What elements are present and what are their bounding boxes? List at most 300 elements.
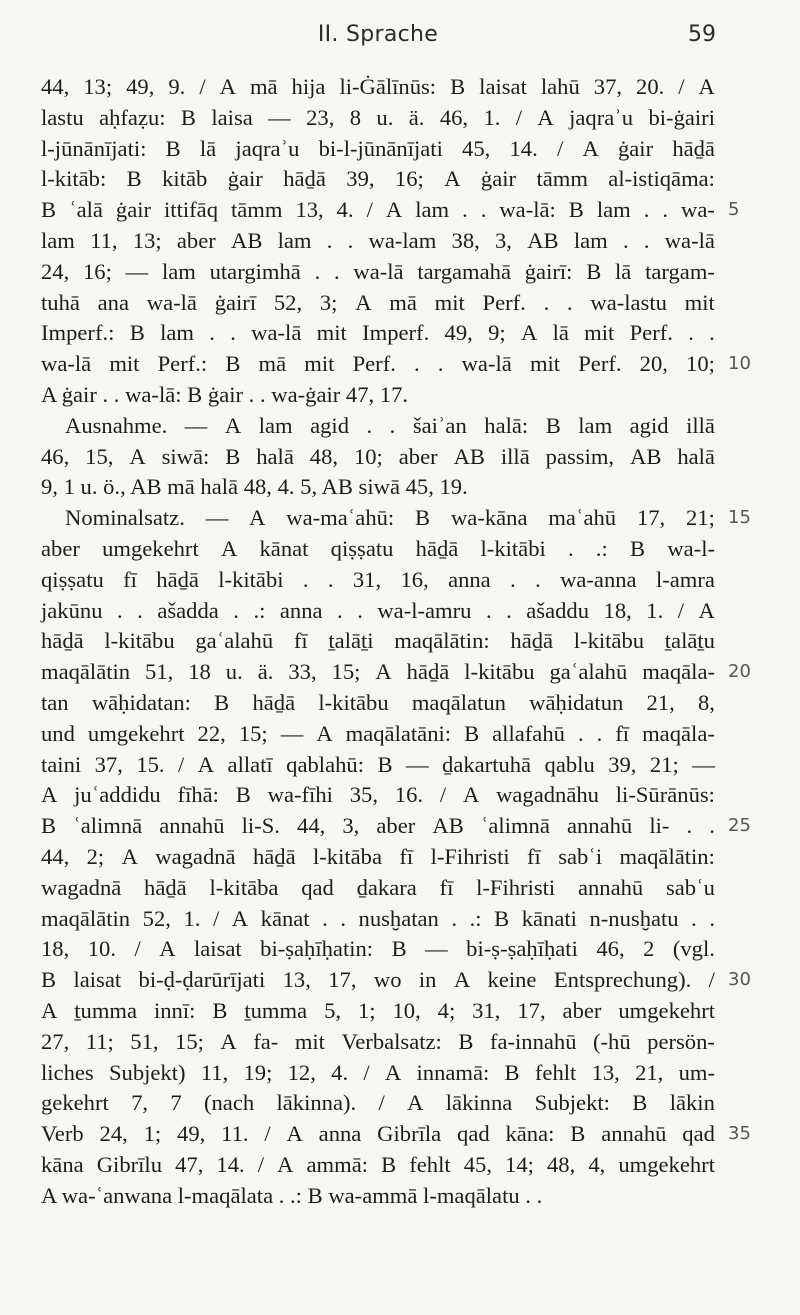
word: B: [165, 135, 181, 161]
word: lam: [160, 320, 194, 346]
word: targam-: [645, 258, 715, 284]
word: 31,: [472, 997, 501, 1023]
word: A: [197, 751, 215, 777]
word: maʿahū: [548, 505, 617, 531]
word: 3,: [495, 227, 512, 253]
word: maqālātin: [41, 659, 131, 685]
text-line: [41, 873, 715, 904]
word: bi-ṣaḥīḥatin:: [260, 936, 374, 962]
word: 51,: [145, 659, 174, 685]
word: A: [698, 597, 715, 623]
word: laisat: [73, 967, 122, 993]
word: .: [596, 720, 603, 746]
word: 51,: [130, 1028, 159, 1054]
word: .: [577, 720, 584, 746]
word: 21,: [635, 1059, 664, 1085]
word: wa-fīhi: [267, 782, 333, 808]
word: 48,: [547, 1151, 576, 1177]
text-line: [41, 257, 715, 288]
word: —: [125, 258, 149, 284]
word: /: [515, 104, 523, 130]
line-number: 25: [728, 815, 751, 837]
word: gaʿalahū: [549, 659, 628, 685]
word: Perf.: [352, 351, 396, 377]
word: .: [333, 258, 340, 284]
word: ġair: [227, 166, 263, 192]
word: .: [326, 227, 333, 253]
word: B: [630, 535, 646, 561]
word: B: [212, 997, 228, 1023]
word: 46,: [41, 443, 70, 469]
text-line: [41, 134, 715, 165]
word: lā: [199, 135, 217, 161]
text-line: [41, 1119, 715, 1150]
word: .: [709, 813, 715, 839]
word: (-hū: [593, 1028, 631, 1054]
word: Perf.: [482, 289, 526, 315]
text-line: [41, 534, 715, 565]
word: mit: [304, 351, 335, 377]
word: halā: [677, 443, 715, 469]
line-number: 5: [728, 199, 740, 221]
word: 1;: [143, 1121, 162, 1147]
word: fa-innahū: [489, 1028, 577, 1054]
word: A: [462, 782, 480, 808]
word: li-: [649, 813, 670, 839]
text-line: [41, 226, 715, 257]
word: allatī: [227, 751, 273, 777]
word: agid: [310, 412, 349, 438]
word: 12,: [287, 1059, 316, 1085]
word: fīhā:: [177, 782, 219, 808]
word: 18: [188, 659, 211, 685]
word: 2;: [86, 843, 105, 869]
word: A: [41, 782, 58, 808]
word: qiṣṣatu: [41, 566, 104, 592]
word: 37,: [593, 74, 623, 99]
word: l-jūnānījati:: [41, 135, 147, 161]
word: A: [286, 1121, 303, 1147]
word: —: [280, 720, 304, 746]
word: A: [582, 135, 599, 161]
word: sabʿu: [665, 874, 715, 900]
word: wa-lā: [461, 351, 512, 377]
word: B: [391, 936, 407, 962]
word: lam: [41, 227, 75, 253]
word: 11,: [200, 1059, 229, 1085]
word: l-kitābu: [464, 659, 535, 685]
word: A: [375, 659, 392, 685]
word: 13,: [282, 967, 311, 993]
word: Perf.: [629, 320, 673, 346]
word: .:: [253, 597, 266, 623]
word: jaqraʾu: [569, 104, 634, 130]
word: lam: [573, 227, 608, 253]
word: laisat: [479, 74, 527, 99]
word: bi-l-jūnānījati: [318, 135, 443, 161]
word: und: [41, 720, 75, 746]
word: B: [494, 905, 510, 931]
word: ġairī: [214, 289, 257, 315]
text-line: [41, 164, 715, 195]
word: .: [566, 289, 573, 315]
word: allafahū: [492, 720, 565, 746]
word: 16;: [394, 166, 424, 192]
word: l-Fihristi: [476, 874, 556, 900]
line-number: 10: [728, 353, 751, 375]
word: —: [425, 936, 448, 962]
word: 18,: [41, 936, 70, 962]
word: 17,: [517, 997, 546, 1023]
word: Imperf.: [362, 320, 430, 346]
word: fa-: [253, 1028, 279, 1054]
word: 48,: [309, 443, 339, 469]
word: qablahū:: [286, 751, 364, 777]
word: aber: [376, 813, 416, 839]
word: B: [464, 720, 480, 746]
word: 9.: [168, 74, 186, 99]
word: sabʿi: [558, 843, 603, 869]
word: (vgl.: [672, 936, 715, 962]
word: A: [444, 166, 461, 192]
word: ʿalā: [69, 197, 103, 223]
word: mit: [434, 289, 465, 315]
word: ṯalāṯu: [664, 628, 715, 654]
word: l-kitāb:: [41, 166, 107, 192]
word: A: [41, 997, 58, 1023]
word: wa-lam: [368, 227, 437, 253]
word: in: [418, 967, 437, 993]
word: nusḫatan: [358, 905, 439, 931]
word: anna: [318, 1121, 362, 1147]
word: Subjekt:: [534, 1090, 610, 1116]
word: 49,: [126, 74, 155, 99]
word: AB: [527, 227, 559, 253]
text-line: [41, 750, 715, 781]
word: tan: [41, 689, 69, 715]
word: 10;: [353, 443, 383, 469]
word: persön-: [647, 1028, 715, 1054]
word: 27,: [41, 1028, 70, 1054]
word: lam: [258, 412, 293, 438]
word: wagadnā: [41, 874, 122, 900]
word: wagadnā: [155, 843, 236, 869]
text-line: [41, 411, 715, 442]
word: fī: [293, 628, 308, 654]
word: .: [357, 597, 363, 623]
word: 1;: [357, 997, 376, 1023]
word: l-kitāba: [312, 843, 382, 869]
word: hāḏā: [252, 689, 296, 715]
word: mā: [258, 351, 287, 377]
word: annahū: [601, 1121, 667, 1147]
word: 16.: [394, 782, 424, 808]
word: aber: [176, 227, 216, 253]
word: Verbalsatz:: [341, 1028, 442, 1054]
word: wa-lā: [146, 289, 197, 315]
word: A: [249, 505, 266, 531]
word: B: [450, 74, 466, 99]
text-line: A ġair . . wa-lā: B ġair . . wa-ġair 47, 17.: [41, 381, 409, 407]
text-line: [41, 596, 715, 627]
word: 39,: [346, 166, 375, 192]
word: n-nusḫatu: [589, 905, 679, 931]
word: wāḥidatun: [529, 689, 624, 715]
word: 19;: [243, 1059, 273, 1085]
word: Nominalsatz.: [65, 505, 185, 531]
word: 16;: [83, 258, 112, 284]
word: 11;: [85, 1028, 114, 1054]
word: (nach: [203, 1090, 255, 1116]
word: liches: [41, 1059, 94, 1085]
word: maqālātin:: [619, 843, 715, 869]
word: 10,: [392, 997, 421, 1023]
word: 11,: [90, 227, 118, 253]
word: A: [407, 1090, 424, 1116]
word: A: [121, 843, 138, 869]
word: laisat: [193, 936, 242, 962]
word: 3,: [342, 813, 360, 839]
word: fī: [399, 843, 414, 869]
word: 15;: [238, 720, 268, 746]
word: 15;: [175, 1028, 204, 1054]
word: hāḏā: [144, 874, 187, 900]
word: l-kitābu: [573, 628, 645, 654]
word: 21;: [649, 751, 679, 777]
word: /: [708, 967, 715, 993]
word: 7: [170, 1090, 182, 1116]
word: qiṣṣatu: [330, 535, 394, 561]
word: lam: [277, 227, 312, 253]
word: Perf.:: [157, 351, 208, 377]
word: Gibrīlu: [96, 1151, 163, 1177]
word: gaʿalahū: [195, 628, 274, 654]
word: 13;: [132, 227, 162, 253]
word: kānati: [521, 905, 577, 931]
word: 1.: [646, 597, 664, 623]
word: 49,: [177, 1121, 206, 1147]
word: mit: [316, 320, 347, 346]
word: kāna: [41, 1151, 84, 1177]
word: umgekehrt: [102, 535, 199, 561]
word: umgekehrt: [618, 997, 715, 1023]
word: B: [632, 1090, 648, 1116]
text-line: [41, 626, 715, 657]
word: mit: [584, 320, 615, 346]
word: 18,: [603, 597, 632, 623]
word: .: [437, 351, 444, 377]
word: 2: [643, 936, 655, 962]
word: A: [159, 936, 176, 962]
word: Imperf.:: [41, 320, 115, 346]
word: B: [41, 967, 57, 993]
word: annahū: [577, 874, 644, 900]
word: lākinna: [445, 1090, 513, 1116]
running-title: II. Sprache: [317, 22, 439, 47]
word: /: [556, 135, 564, 161]
word: 45,: [463, 1151, 492, 1177]
word: ašaddu: [526, 597, 590, 623]
word: ġairī:: [524, 258, 573, 284]
word: kāna:: [505, 1121, 555, 1147]
word: lam: [596, 197, 631, 223]
word: bi-ḍ-ḍarūrījati: [138, 967, 266, 993]
word: fī: [123, 566, 137, 592]
text-line: [41, 195, 715, 226]
word: hāḏā: [510, 628, 554, 654]
word: A: [355, 289, 372, 315]
word: 4,: [588, 1151, 606, 1177]
word: wa-l-amru: [377, 597, 472, 623]
word: A: [219, 74, 236, 99]
word: ʿalimnā: [480, 813, 550, 839]
word: fī: [439, 874, 454, 900]
text-line: [41, 780, 715, 811]
text-line: [41, 72, 715, 103]
word: fī: [615, 720, 630, 746]
word: mā: [249, 74, 278, 99]
word: passim,: [545, 443, 615, 469]
word: 35,: [349, 782, 378, 808]
word: .: [322, 905, 328, 931]
word: u.: [376, 104, 394, 130]
word: bi-ġairi: [648, 104, 715, 130]
word: A: [537, 104, 554, 130]
text-line: [41, 904, 715, 935]
word: Ausnahme.: [65, 412, 168, 438]
word: .: [389, 412, 396, 438]
word: B: [180, 104, 196, 130]
word: lahū: [540, 74, 580, 99]
text-line: [41, 1058, 715, 1089]
word: Verb: [41, 1121, 84, 1147]
word: wa-kāna: [450, 505, 528, 531]
word: .: [462, 197, 468, 223]
word: B: [381, 1151, 397, 1177]
word: /: [134, 936, 141, 962]
word: 3;: [319, 289, 338, 315]
word: l-kitābu: [318, 689, 389, 715]
word: wagadnāhu: [496, 782, 599, 808]
word: 24,: [41, 258, 70, 284]
word: A: [520, 320, 538, 346]
word: 17,: [636, 505, 666, 531]
word: li-Ġālīnūs:: [339, 74, 437, 99]
word: .: [686, 813, 693, 839]
word: halā: [256, 443, 294, 469]
word: qablu: [544, 751, 595, 777]
word: B: [570, 1121, 586, 1147]
word: ä.: [257, 659, 274, 685]
word: l-kitābu: [104, 628, 175, 654]
word: ġair: [617, 135, 654, 161]
word: innī:: [153, 997, 196, 1023]
word: wa-lā:: [499, 197, 556, 223]
text-line: [41, 1088, 715, 1119]
word: A: [698, 74, 715, 99]
word: 44,: [41, 74, 70, 99]
word: —: [184, 412, 208, 438]
word: A: [220, 535, 238, 561]
text-line: [41, 842, 715, 873]
text-line: [41, 811, 715, 842]
word: .: [709, 320, 715, 346]
word: ʿalimnā: [73, 813, 143, 839]
word: ittifāq: [164, 197, 218, 223]
word: mit: [109, 351, 140, 377]
word: /: [378, 1090, 385, 1116]
word: B: [41, 813, 57, 839]
word: gekehrt: [41, 1090, 109, 1116]
word: maqāla-: [642, 659, 715, 685]
word: .: [643, 227, 650, 253]
word: /: [678, 74, 685, 99]
word: .: [506, 597, 512, 623]
word: Perf.: [578, 351, 622, 377]
word: 23,: [306, 104, 335, 130]
word: 14.: [216, 1151, 245, 1177]
word: 9;: [488, 320, 506, 346]
word: jaqraʾu: [235, 135, 300, 161]
word: wa-lā: [664, 227, 715, 253]
word: 22,: [197, 720, 226, 746]
word: wa-lā: [251, 320, 302, 346]
word: 38,: [451, 227, 480, 253]
word: 16,: [400, 566, 429, 592]
text-line: [41, 565, 715, 596]
text-line: [41, 657, 715, 688]
word: /: [178, 751, 185, 777]
word: .: [688, 320, 694, 346]
word: anna: [448, 566, 491, 592]
word: AB: [432, 813, 464, 839]
word: A: [385, 197, 403, 223]
word: 52,: [142, 905, 171, 931]
body-text: [41, 72, 715, 1211]
word: 13;: [83, 74, 113, 99]
word: .: [510, 566, 516, 592]
word: A: [277, 1151, 294, 1177]
text-line: [41, 288, 715, 319]
word: umgekehrt: [618, 1151, 715, 1177]
page-header: [40, 22, 716, 52]
word: qad: [457, 1121, 490, 1147]
word: /: [363, 1059, 370, 1085]
word: ḏakara: [356, 874, 417, 900]
word: wa-lā: [353, 258, 404, 284]
word: 44,: [41, 843, 70, 869]
word: 20,: [639, 351, 668, 377]
word: utargimhā: [209, 258, 301, 284]
word: halā:: [484, 412, 529, 438]
word: .:: [595, 535, 608, 561]
word: 24,: [99, 1121, 128, 1147]
word: B: [415, 505, 431, 531]
word: laisa: [211, 104, 253, 130]
word: .: [337, 597, 343, 623]
word: 44,: [297, 813, 326, 839]
text-line: [41, 318, 715, 349]
word: 20.: [636, 74, 665, 99]
word: B: [458, 1028, 474, 1054]
word: .: [366, 412, 373, 438]
word: 14;: [505, 1151, 534, 1177]
word: AB: [231, 227, 263, 253]
word: mit: [294, 1028, 325, 1054]
word: 46,: [439, 104, 469, 130]
word: maqālātin: [41, 905, 131, 931]
word: li-S.: [241, 813, 280, 839]
